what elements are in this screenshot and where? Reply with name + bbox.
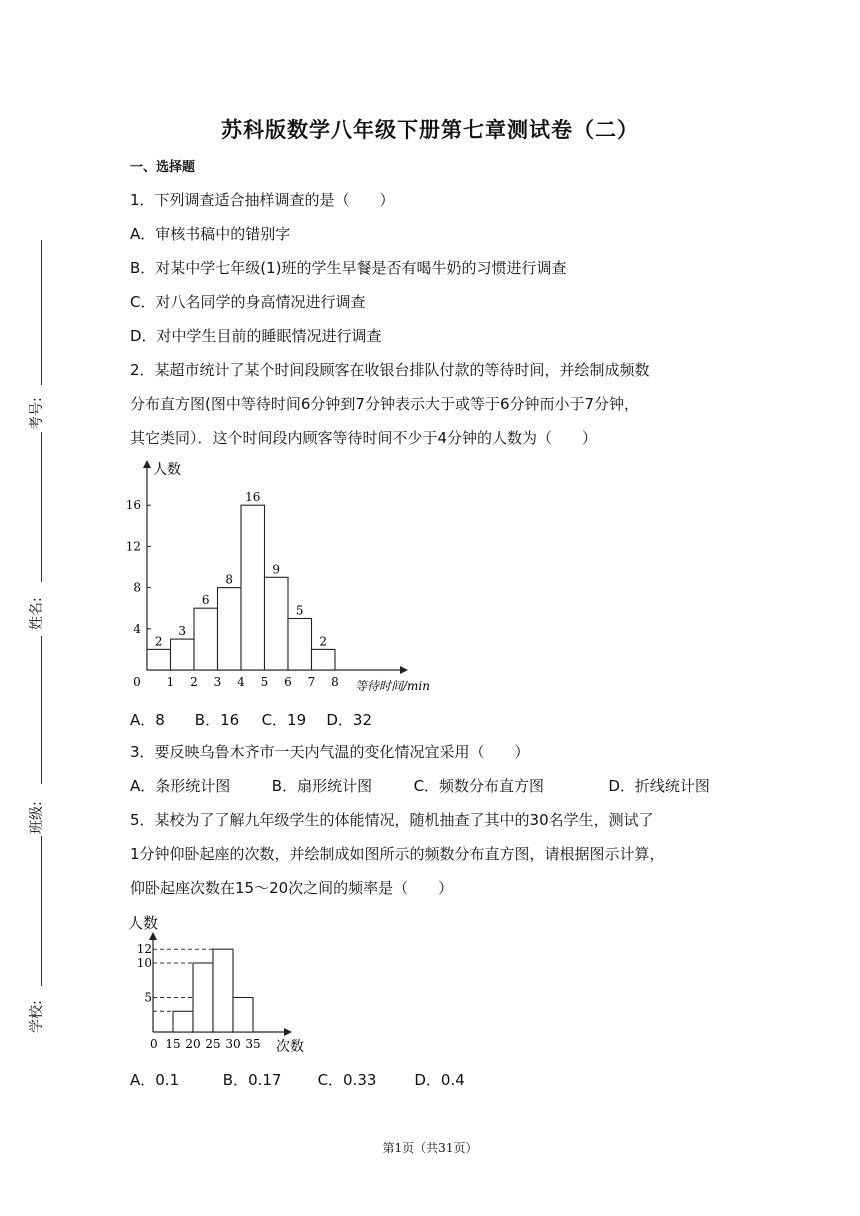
- x-tick-label-6: 6: [284, 675, 292, 689]
- y-tick-label-3: 16: [125, 498, 141, 513]
- page-footer: 第1页（共31页）: [382, 1141, 478, 1155]
- y-axis-arrow: [149, 932, 157, 940]
- q2-stem-line-1: 2．某超市统计了某个时间段顾客在收银台排队付款的等待时间，并绘制成频数: [130, 361, 650, 379]
- bar-label-6: 5: [295, 603, 304, 618]
- y-tick-label-1: 10: [136, 956, 152, 970]
- q5-option-b: B．0.17: [222, 1071, 282, 1089]
- side-line-3: [41, 636, 42, 784]
- side-label-xuexiao: 学校:: [29, 1000, 45, 1033]
- x-tick-label-8: 8: [331, 675, 339, 689]
- q5-stem-line-2: 1分钟仰卧起座的次数，并绘制成如图所示的频数分布直方图，请根据图示计算，: [130, 845, 665, 863]
- q1-option-c: C．对八名同学的身高情况进行调查: [130, 293, 366, 311]
- side-line-1: [41, 240, 42, 385]
- x-tick-label-0: 15: [165, 1037, 181, 1051]
- x-axis-label: 次数: [276, 1039, 304, 1055]
- bar-3: [218, 588, 242, 670]
- y-axis-label: 人数: [153, 462, 181, 478]
- q5-option-d: D．0.4: [414, 1071, 465, 1089]
- y-axis-label: 人数: [128, 914, 159, 932]
- side-label-kaohao: 考号:: [29, 397, 45, 430]
- bar-label-1: 3: [178, 624, 187, 639]
- bar-2: [213, 949, 233, 1032]
- q2-options: [130, 710, 372, 730]
- x-tick-label-4: 4: [237, 675, 245, 689]
- bar-4: [241, 505, 265, 670]
- q1-stem: 1．下列调查适合抽样调查的是（ ）: [130, 191, 395, 209]
- y-tick-label-0: 4: [133, 621, 141, 636]
- q2-option-b: B．16: [194, 711, 240, 729]
- histogram-situps: [120, 906, 330, 1058]
- x-axis-arrow: [284, 1028, 292, 1036]
- q1-option-b: B．对某中学七年级(1)班的学生早餐是否有喝牛奶的习惯进行调查: [130, 259, 567, 277]
- q2-option-c: C．19: [261, 711, 307, 729]
- section-heading: 一、选择题: [130, 160, 196, 175]
- bar-1: [171, 639, 195, 670]
- bar-label-2: 6: [201, 593, 210, 608]
- side-line-2: [41, 432, 42, 582]
- q3-option-d: D．折线统计图: [608, 777, 710, 795]
- q5-option-a: A．0.1: [130, 1071, 180, 1089]
- side-label-banji: 班级:: [29, 801, 45, 834]
- q1-option-a: A．审核书稿中的错别字: [130, 225, 291, 243]
- x-tick-label-1: 1: [166, 675, 175, 689]
- q2-stem-line-2: 分布直方图(图中等待时间6分钟到7分钟表示大于或等于6分钟而小于7分钟，: [130, 395, 640, 413]
- bar-label-0: 2: [154, 634, 163, 649]
- bar-0: [173, 1011, 193, 1032]
- q5-option-c: C．0.33: [317, 1071, 377, 1089]
- bar-6: [288, 619, 312, 671]
- q2-stem-line-3: 其它类同）．这个时间段内顾客等待时间不少于4分钟的人数为（ ）: [130, 429, 598, 447]
- x-tick-label-5: 5: [260, 675, 269, 689]
- x-tick-label-4: 35: [245, 1037, 261, 1051]
- q3-option-b: B．扇形统计图: [271, 777, 373, 795]
- q3-stem: 3．要反映乌鲁木齐市一天内气温的变化情况宜采用（ ）: [130, 743, 530, 761]
- x-tick-label-0: 0: [133, 675, 141, 689]
- bar-5: [265, 577, 289, 670]
- q5-stem-line-1: 5．某校为了了解九年级学生的体能情况，随机抽查了其中的30名学生，测试了: [130, 811, 654, 829]
- bar-3: [233, 998, 253, 1033]
- side-label-xingming: 姓名:: [29, 597, 45, 630]
- x-tick-label-1: 20: [185, 1037, 201, 1051]
- bar-label-5: 9: [272, 562, 281, 577]
- bar-label-3: 8: [225, 572, 234, 587]
- bar-0: [147, 649, 171, 670]
- x-tick-label-3: 3: [213, 675, 222, 689]
- origin-label: 0: [150, 1037, 158, 1051]
- q2-option-d: D．32: [326, 711, 372, 729]
- q2-option-a: A．8: [130, 711, 165, 729]
- q3-option-c: C．频数分布直方图: [413, 777, 545, 795]
- x-tick-label-2: 2: [190, 675, 198, 689]
- x-tick-label-2: 25: [205, 1037, 221, 1051]
- histogram-waiting-time: [120, 456, 460, 696]
- y-tick-label-0: 5: [144, 990, 152, 1005]
- q5-options: [130, 1070, 465, 1090]
- bar-2: [194, 608, 218, 670]
- x-axis-label: 等待时间/min: [355, 679, 430, 693]
- x-axis-arrow: [400, 666, 408, 674]
- bar-label-7: 2: [319, 634, 328, 649]
- y-tick-label-2: 12: [136, 942, 152, 957]
- y-tick-label-1: 8: [133, 580, 141, 595]
- q3-option-a: A．条形统计图: [130, 777, 231, 795]
- x-tick-label-7: 7: [307, 675, 316, 689]
- side-line-4: [41, 836, 42, 986]
- bar-1: [193, 963, 213, 1032]
- q3-options: [130, 776, 710, 796]
- page-title: 苏科版数学八年级下册第七章测试卷（二）: [221, 118, 639, 142]
- y-tick-label-2: 12: [125, 539, 141, 554]
- x-tick-label-3: 30: [225, 1037, 241, 1051]
- bar-7: [312, 649, 336, 670]
- q1-option-d: D．对中学生目前的睡眠情况进行调查: [130, 327, 382, 345]
- q5-stem-line-3: 仰卧起座次数在15～20次之间的频率是（ ）: [130, 879, 454, 897]
- y-axis-arrow: [143, 460, 151, 468]
- bar-label-4: 16: [245, 490, 261, 505]
